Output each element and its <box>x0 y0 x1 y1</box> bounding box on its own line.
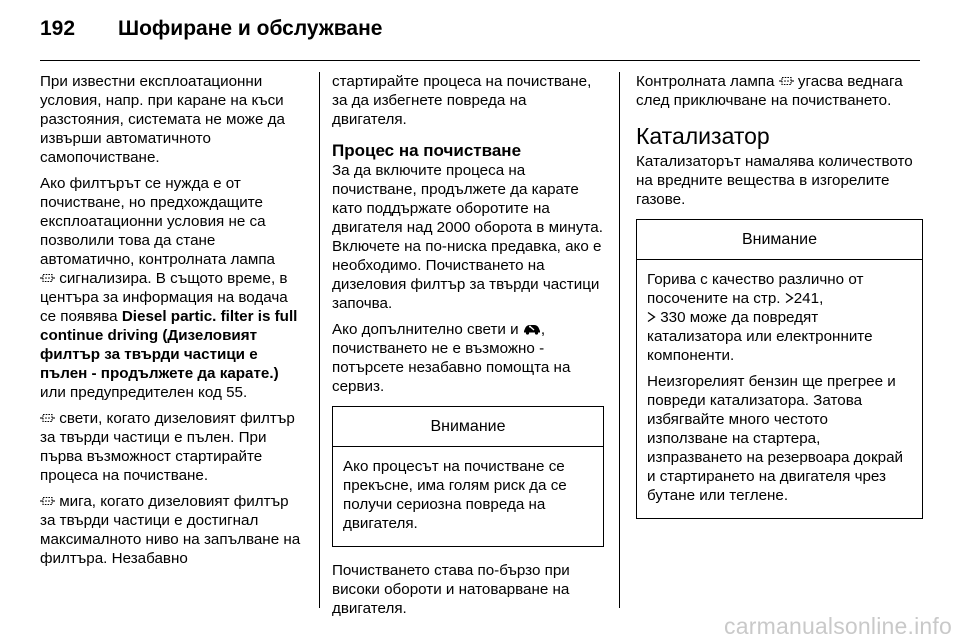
diesel-particle-filter-icon <box>779 75 794 87</box>
section-heading: Катализатор <box>636 123 770 149</box>
watermark: carmanualsonline.info <box>724 613 952 639</box>
text-run: , <box>819 290 824 307</box>
page-header <box>40 17 382 51</box>
diesel-particle-filter-icon <box>40 412 55 424</box>
text-run: Ако филтърът се нужда е от почистване, но предхождащите експлоатационни условия не са позволили това да стане автоматично, контролната лампа <box>40 175 275 268</box>
warning-title: Внимание <box>333 407 603 447</box>
warning-body <box>637 260 922 518</box>
header-divider <box>40 60 920 61</box>
page-reference-link[interactable]: 241 <box>793 290 820 307</box>
paragraph: Катализаторът намалява количеството на вредните вещества в изгорелите газове. <box>636 153 913 208</box>
warning-text: Ако процесът на почистване се прекъсне, има голям риск да се получи сериозна повреда на двигателя. <box>343 458 567 532</box>
text-run: или предупредителен код 55. <box>40 384 248 401</box>
text-run: угасва веднага след приключване на почистването. <box>636 73 903 109</box>
page-reference-arrow-icon <box>785 290 794 302</box>
text-run: сигнализира. В същото време, в центъра за информация на водача се появява <box>40 270 288 325</box>
text-run: , почистването не е възможно - потърсете незабавно помощта на сервиз. <box>332 321 571 395</box>
warning-box <box>332 406 604 547</box>
column-2 <box>332 72 604 625</box>
diesel-particle-filter-icon <box>40 272 55 284</box>
paragraph: стартирайте процеса на почистване, за да избегнете повреда на двигателя. <box>332 73 592 128</box>
paragraph <box>40 409 307 485</box>
diesel-particle-filter-icon <box>40 495 55 507</box>
warning-body <box>333 447 603 546</box>
service-vehicle-icon <box>523 323 541 335</box>
section-heading: Процес на почистване <box>332 141 522 160</box>
paragraph: За да включите процеса на почистване, продължете да карате като поддържате оборотите на двигателя над 2000 оборота в минута. Включете на по-ниска предавка, ако е необходимо. Почистването на дизеловия филтър за твърди частици започва. <box>332 162 603 312</box>
page-title: Шофиране и обслужване <box>118 17 383 40</box>
column-divider <box>619 72 620 608</box>
warning-text: Неизгорелият бензин ще прегрее и повреди катализатора. Затова избягвайте много честото използване на стартера, изпразването на резервоара докрай и стартирането на двигателя чрез бутане или теглене. <box>647 373 904 504</box>
text-run: Ако допълнително свети и <box>332 321 519 338</box>
paragraph <box>40 492 307 568</box>
display-message: Diesel partic. filter is full continue driving (Дизеловият филтър за твърди частици е пълен - продължете да карате.) <box>40 308 298 382</box>
paragraph: Почистването става по-бързо при високи обороти и натоварване на двигателя. <box>332 562 570 617</box>
text-run: Контролната лампа <box>636 73 775 90</box>
column-divider <box>319 72 320 608</box>
text-run: свети, когато дизеловият филтър за твърди частици е пълен. При първа възможност стартирайте процеса на почистване. <box>40 410 295 484</box>
warning-box <box>636 219 923 519</box>
column-1 <box>40 72 307 575</box>
paragraph <box>40 174 307 402</box>
warning-title: Внимание <box>637 220 922 260</box>
warning-text <box>647 270 912 365</box>
page-reference-arrow-icon <box>647 309 656 321</box>
text-run: Горива с качество различно от посочените на стр. <box>647 271 864 307</box>
page-number: 192 <box>40 17 76 40</box>
paragraph: При известни експлоатационни условия, напр. при каране на къси разстояния, системата не може да извърши автоматичното самопочистване. <box>40 73 285 166</box>
page-reference-link[interactable]: 330 <box>660 309 686 326</box>
column-3 <box>636 72 923 533</box>
paragraph <box>332 320 604 396</box>
text-run: може да повредят катализатора или електронните компоненти. <box>647 309 873 364</box>
text-run: мига, когато дизеловият филтър за твърди частици е достигнал максималното ниво на запълване на филтъра. Незабавно <box>40 493 301 567</box>
paragraph <box>636 72 923 110</box>
